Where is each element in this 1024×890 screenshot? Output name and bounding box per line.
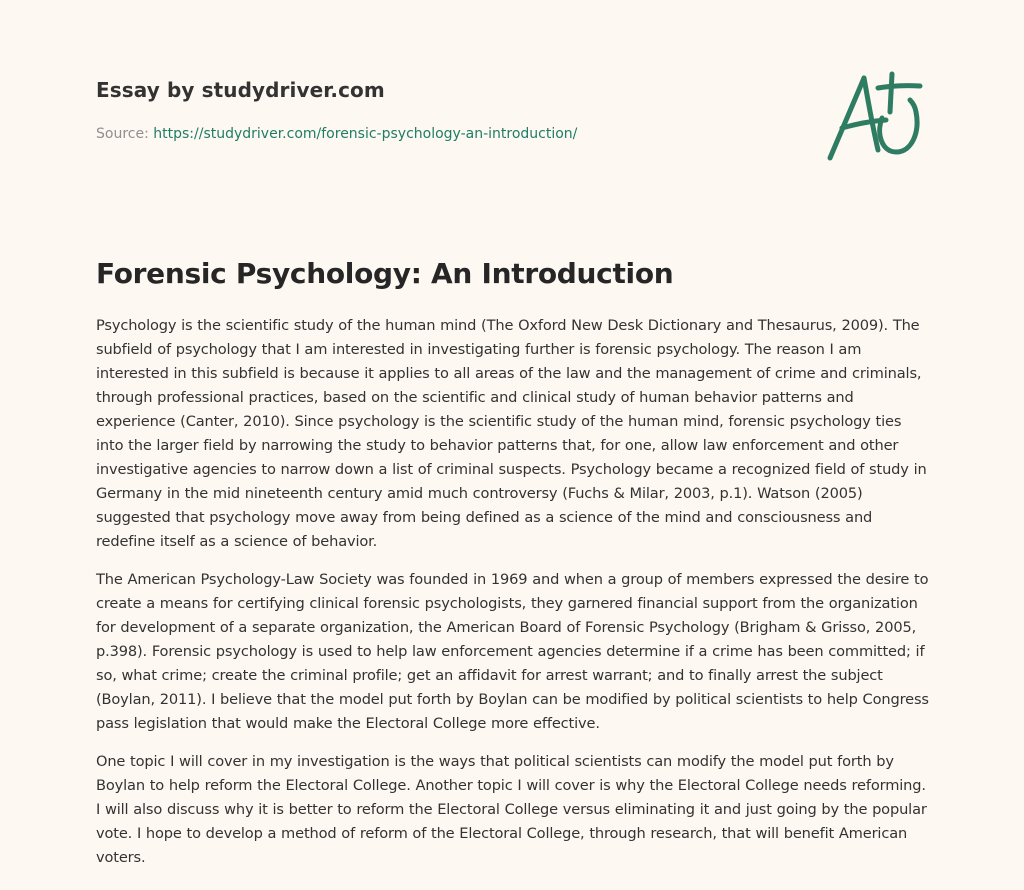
paragraph-2: The American Psychology-Law Society was founded in 1969 and when a group of members expressed the desire to create a means for certifying clinical forensic psychologists, they garnered financial support from the organization for development of a separate organization, the American Board of Forensic Psychology (Brigham & Grisso, 2005, p.398). Forensic psychology is used to help law enforcement agencies determine if a crime has been committed; if so, what crime; create the criminal profile; get an affidavit for arrest warrant; and to finally arrest the subject (Boylan, 2011). I believe that the model put forth by Boylan can be modified by political scientists to help Congress pass legislation that would make the Electoral College more effective. — [96, 571, 929, 732]
article-title: Forensic Psychology: An Introduction — [96, 257, 674, 290]
brand-title: Essay by studydriver.com — [96, 78, 385, 102]
paragraph-3: One topic I will cover in my investigation is the ways that political scientists can modify the model put forth by Boylan to help reform the Electoral College. Another topic I will cover is why the Electoral College needs reforming. I will also discuss why it is better to reform the Electoral College versus eliminating it and just going by the popular vote. I hope to develop a method of reform of the Electoral College, through research, that will benefit American voters. — [96, 753, 927, 866]
essay-header — [96, 74, 796, 144]
source-label: Source: — [96, 126, 149, 142]
source-line — [96, 124, 796, 144]
article-body — [96, 314, 932, 884]
paragraph-1: Psychology is the scientific study of the human mind (The Oxford New Desk Dictionary and Thesaurus, 2009). The subfield of psychology that I am interested in investigating further is forensic psychology. The reason I am interested in this subfield is because it applies to all areas of the law and the management of crime and criminals, through professional practices, based on the scientific and clinical study of human behavior patterns and experience (Canter, 2010). Since psychology is the scientific study of the human mind, forensic psychology ties into the larger field by narrowing the study to behavior patterns that, for one, allow law enforcement and other investigative agencies to narrow down a list of criminal suspects. Psychology became a recognized field of study in Germany in the mid nineteenth century amid much controversy (Fuchs & Milar, 2003, p.1). Watson (2005) suggested that psychology move away from being defined as a science of the mind and consciousness and redefine itself as a science of behavior. — [96, 317, 927, 550]
a-plus-grade-icon — [820, 68, 930, 164]
source-link[interactable]: https://studydriver.com/forensic-psychology-an-introduction/ — [153, 126, 578, 142]
